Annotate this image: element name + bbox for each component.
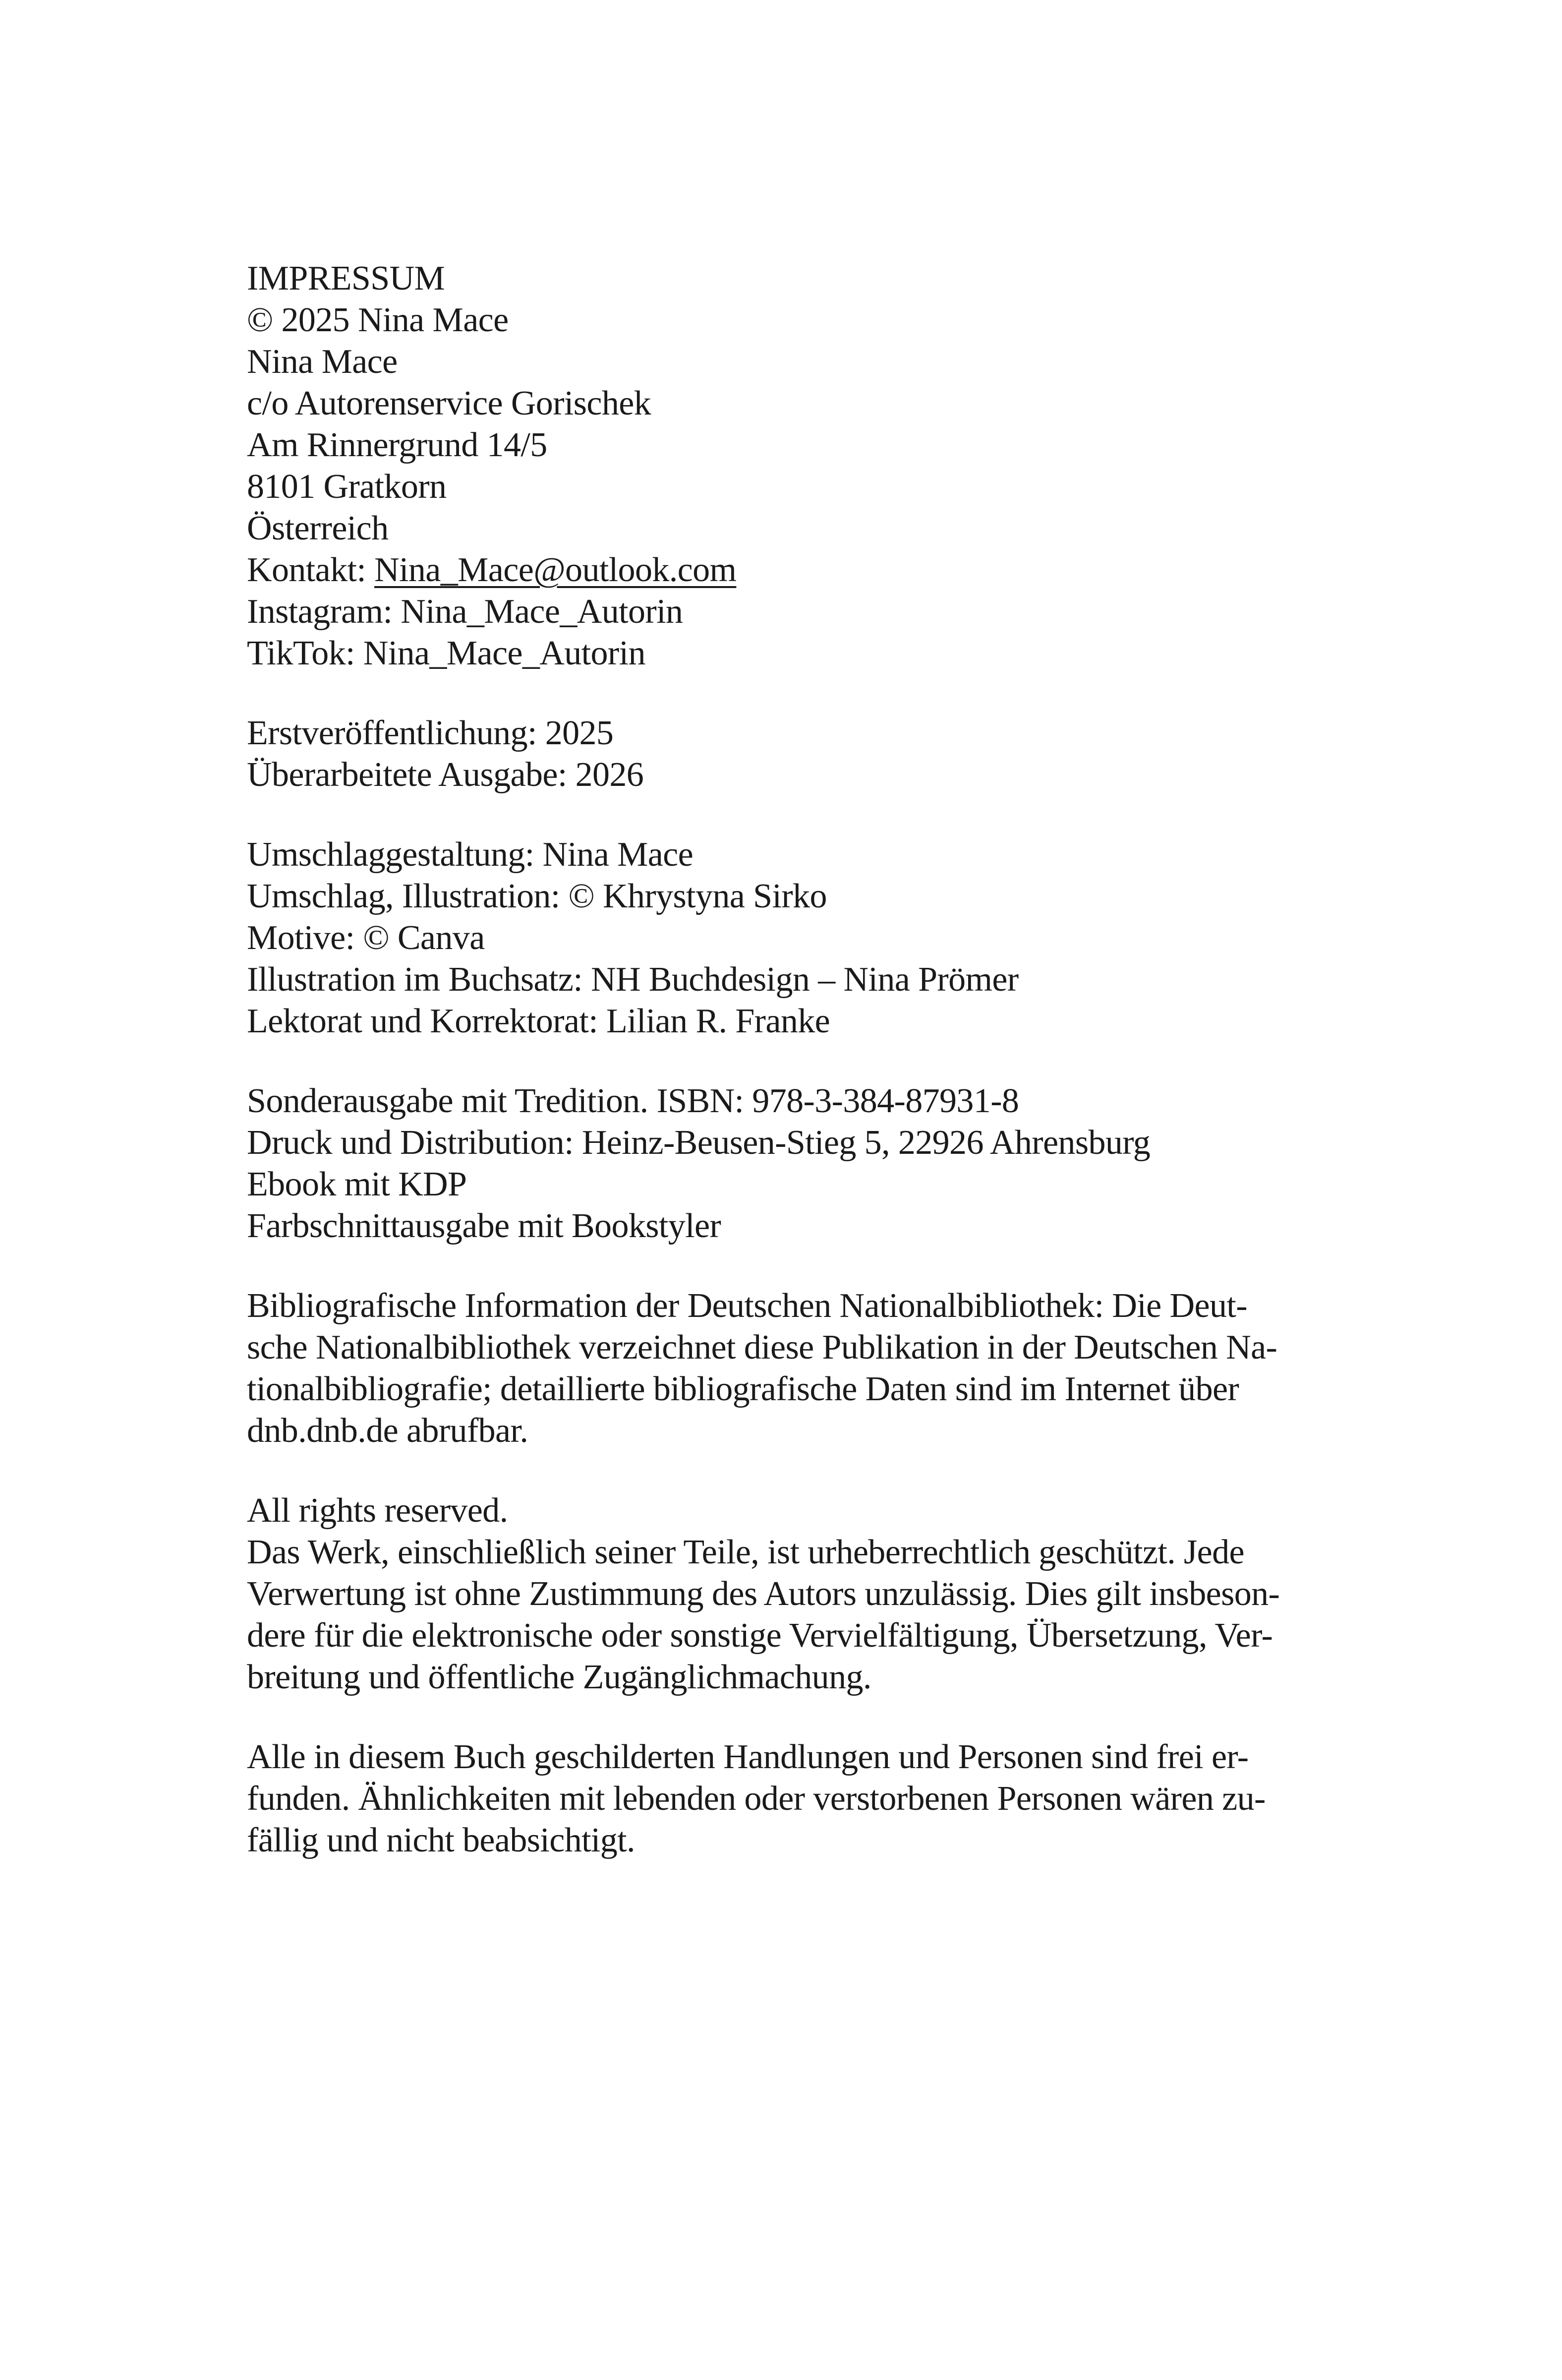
- disclaimer-line: fällig und nicht beabsichtigt.: [247, 1821, 635, 1859]
- address-co: c/o Autorenservice Gorischek: [247, 384, 651, 422]
- bibliography-line: sche Nationalbibliothek verzeichnet diese Publikation in der Deutschen Na-: [247, 1328, 1277, 1367]
- author-name: Nina Mace: [247, 343, 398, 381]
- instagram-line: Instagram: Nina_Mace_Autorin: [247, 593, 683, 631]
- revised-edition: Überarbeitete Ausgabe: 2026: [247, 756, 644, 794]
- rights-paragraph: [247, 1490, 1352, 1698]
- bibliography-line: dnb.dnb.de abrufbar.: [247, 1412, 528, 1450]
- cover-design-credit: Umschlaggestaltung: Nina Mace: [247, 835, 694, 874]
- credits-block: [247, 834, 1352, 1042]
- cover-illustration-credit: Umschlag, Illustration: © Khrystyna Sirko: [247, 877, 827, 915]
- bibliography-paragraph: [247, 1285, 1352, 1452]
- bibliography-line: Bibliografische Information der Deutschen Nationalbibliothek: Die Deut-: [247, 1287, 1247, 1325]
- motifs-credit: Motive: © Canva: [247, 919, 485, 957]
- special-edition-isbn: Sonderausgabe mit Tredition. ISBN: 978-3-384-87931-8: [247, 1082, 1019, 1120]
- sprayed-edges-edition: Farbschnittausgabe mit Bookstyler: [247, 1207, 721, 1245]
- rights-line: breitung und öffentliche Zugänglichmachung.: [247, 1658, 871, 1696]
- disclaimer-line: funden. Ähnlichkeiten mit lebenden oder verstorbenen Personen wären zu-: [247, 1780, 1266, 1818]
- first-publication: Erstveröffentlichung: 2025: [247, 714, 614, 752]
- publishing-block: [247, 1080, 1352, 1247]
- ebook-line: Ebook mit KDP: [247, 1165, 467, 1203]
- tiktok-line: TikTok: Nina_Mace_Autorin: [247, 634, 645, 672]
- imprint-content: [247, 258, 1352, 1900]
- editing-credit: Lektorat und Korrektorat: Lilian R. Franke: [247, 1002, 830, 1040]
- print-distribution: Druck und Distribution: Heinz-Beusen-Stieg 5, 22926 Ahrensburg: [247, 1124, 1151, 1162]
- address-city: 8101 Gratkorn: [247, 468, 447, 506]
- address-country: Österreich: [247, 509, 389, 547]
- rights-line: Das Werk, einschließlich seiner Teile, ist urheberrechtlich geschützt. Jede: [247, 1533, 1244, 1571]
- bibliography-line: tionalbibliografie; detaillierte bibliografische Daten sind im Internet über: [247, 1370, 1239, 1408]
- contact-email-link[interactable]: Nina_Mace@outlook.com: [374, 551, 737, 589]
- interior-illustration-credit: Illustration im Buchsatz: NH Buchdesign – Nina Prömer: [247, 960, 1019, 999]
- address-street: Am Rinnergrund 14/5: [247, 426, 547, 464]
- disclaimer-paragraph: [247, 1736, 1352, 1861]
- imprint-heading: IMPRESSUM: [247, 259, 445, 298]
- rights-line: Verwertung ist ohne Zustimmung des Autors unzulässig. Dies gilt insbeson-: [247, 1575, 1280, 1613]
- contact-line: [247, 549, 1352, 591]
- disclaimer-line: Alle in diesem Buch geschilderten Handlungen und Personen sind frei er-: [247, 1738, 1249, 1776]
- copyright-line: © 2025 Nina Mace: [247, 301, 509, 339]
- rights-line: dere für die elektronische oder sonstige Vervielfältigung, Übersetzung, Ver-: [247, 1616, 1273, 1655]
- imprint-address-block: [247, 258, 1352, 674]
- rights-reserved: All rights reserved.: [247, 1491, 508, 1530]
- editions-block: [247, 713, 1352, 796]
- contact-label: Kontakt:: [247, 551, 375, 589]
